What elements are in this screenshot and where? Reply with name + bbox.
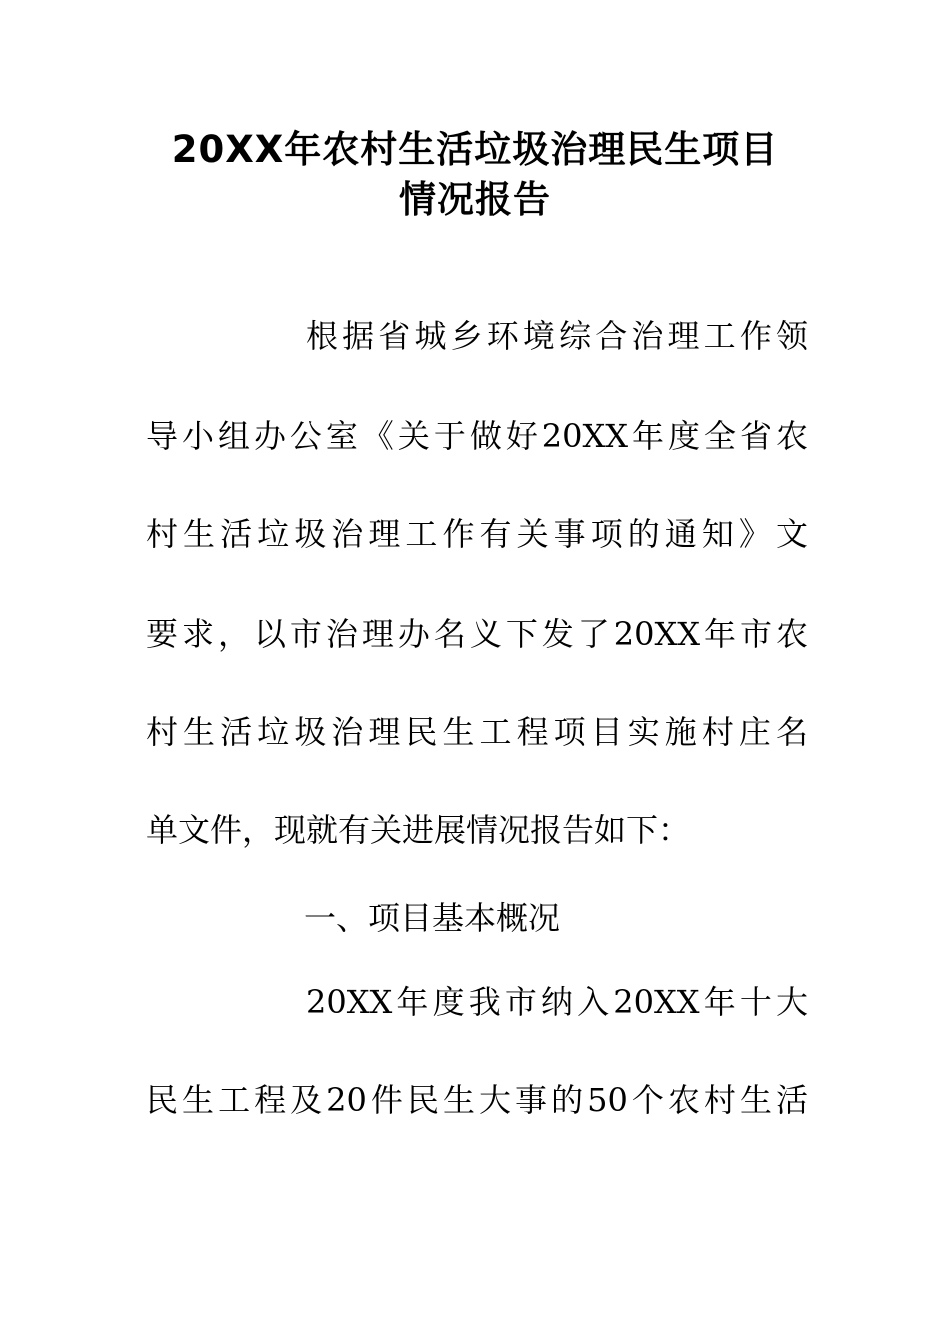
paragraph-1-line-5: 村生活垃圾治理民生工程项目实施村庄名 [146,713,808,751]
paragraph-1-line-1: 根据省城乡环境综合治理工作领 [306,317,808,355]
document-title-line-2: 情况报告 [399,178,551,221]
paragraph-2-line-1: 20XX年度我市纳入20XX年十大 [306,983,808,1021]
paragraph-2-line-2: 民生工程及20件民生大事的50个农村生活 [146,1081,808,1119]
paragraph-1-line-4: 要求，以市治理办名义下发了20XX年市农 [146,615,808,653]
paragraph-1-line-6: 单文件，现就有关进展情况报告如下： [146,811,691,849]
document-title-line-1: 20XX年农村生活垃圾治理民生项目 [171,128,779,171]
paragraph-1-line-2: 导小组办公室《关于做好20XX年度全省农 [146,417,808,455]
section-1-heading: 一、项目基本概况 [304,899,561,937]
paragraph-1-line-3: 村生活垃圾治理工作有关事项的通知》文 [146,515,808,553]
